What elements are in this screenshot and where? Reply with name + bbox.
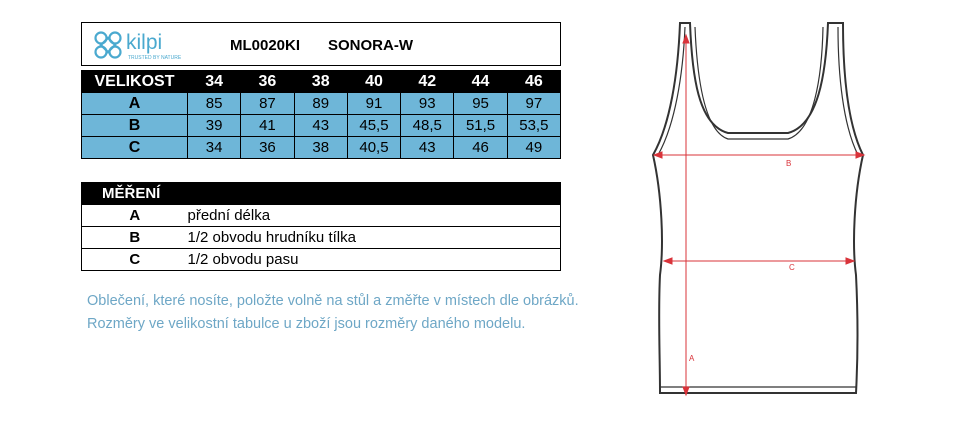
table-cell: 39 [188, 115, 241, 137]
measure-header-label: MĚŘENÍ [82, 183, 561, 205]
size-header-cell: 36 [241, 71, 294, 93]
table-cell: 53,5 [507, 115, 560, 137]
table-cell: 34 [188, 137, 241, 159]
table-cell: 85 [188, 93, 241, 115]
measure-letter: A [82, 205, 188, 227]
size-header-cell: 34 [188, 71, 241, 93]
size-table [81, 70, 561, 159]
table-cell: 49 [507, 137, 560, 159]
table-cell: 43 [401, 137, 454, 159]
diagram-label-c: C [789, 263, 795, 272]
instruction-note: Rozměry ve velikostní tabulce u zboží jsou rozměry daného modelu. [87, 316, 526, 332]
measure-description: přední délka [188, 205, 561, 227]
row-label: B [82, 115, 188, 137]
size-header-row [82, 71, 561, 93]
measure-description: 1/2 obvodu pasu [188, 249, 561, 271]
brand-logo [92, 28, 187, 62]
diagram-label-b: B [786, 159, 792, 168]
table-row [82, 227, 561, 249]
measure-description: 1/2 obvodu hrudníku tílka [188, 227, 561, 249]
table-cell: 93 [401, 93, 454, 115]
table-cell: 36 [241, 137, 294, 159]
table-row [82, 205, 561, 227]
instruction-note: Oblečení, které nosíte, položte volně na stůl a změřte v místech dle obrázků. [87, 293, 579, 309]
table-cell: 43 [294, 115, 347, 137]
table-row [82, 115, 561, 137]
measurement-table [81, 182, 561, 271]
table-row [82, 93, 561, 115]
brand-tagline: TRUSTED BY NATURE [128, 55, 182, 61]
row-label: A [82, 93, 188, 115]
tank-top-diagram [648, 15, 868, 410]
row-label: C [82, 137, 188, 159]
table-cell: 51,5 [454, 115, 507, 137]
knot-icon [92, 29, 124, 61]
table-cell: 45,5 [347, 115, 400, 137]
size-header-cell: 40 [347, 71, 400, 93]
diagram-label-a: A [689, 354, 695, 363]
product-header [81, 22, 561, 66]
table-cell: 87 [241, 93, 294, 115]
product-name: SONORA-W [328, 37, 413, 54]
size-header-cell: 42 [401, 71, 454, 93]
measure-header-row [82, 183, 561, 205]
table-cell: 91 [347, 93, 400, 115]
table-cell: 89 [294, 93, 347, 115]
size-header-cell: 38 [294, 71, 347, 93]
size-header-label: VELIKOST [82, 71, 188, 93]
product-code: ML0020KI [230, 37, 301, 54]
table-cell: 48,5 [401, 115, 454, 137]
table-cell: 46 [454, 137, 507, 159]
arrow-head [846, 258, 854, 264]
table-cell: 41 [241, 115, 294, 137]
size-header-cell: 44 [454, 71, 507, 93]
size-header-cell: 46 [507, 71, 560, 93]
measure-letter: C [82, 249, 188, 271]
garment-outline [653, 23, 863, 393]
table-row [82, 137, 561, 159]
table-row [82, 249, 561, 271]
table-cell: 95 [454, 93, 507, 115]
measure-letter: B [82, 227, 188, 249]
arrow-head [664, 258, 672, 264]
table-cell: 40,5 [347, 137, 400, 159]
table-cell: 97 [507, 93, 560, 115]
table-cell: 38 [294, 137, 347, 159]
brand-name: kilpi [126, 31, 163, 54]
